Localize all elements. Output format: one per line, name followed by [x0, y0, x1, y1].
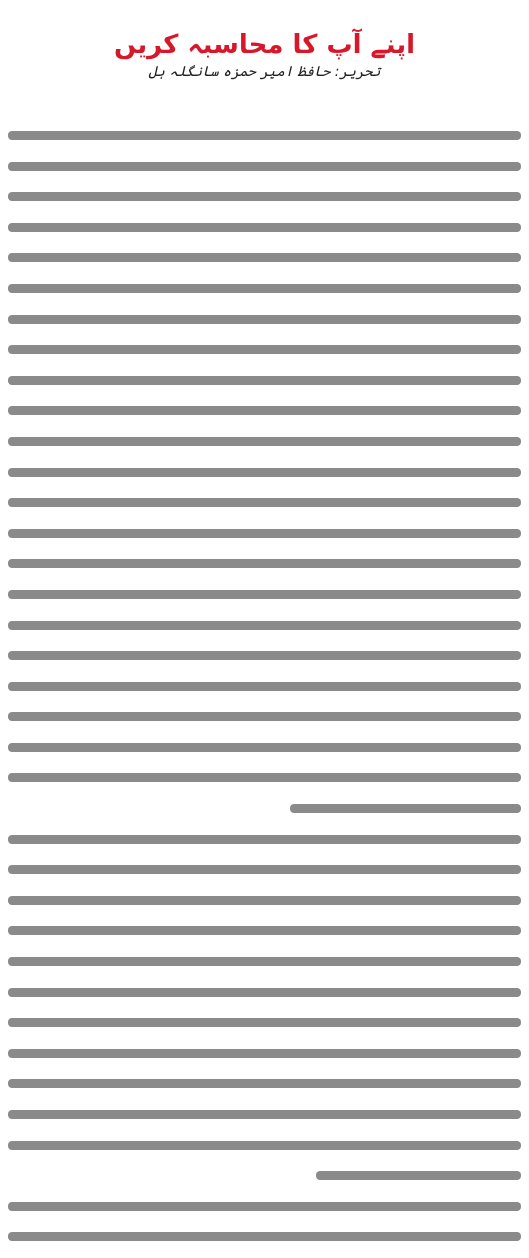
text-line-bar: [8, 284, 521, 293]
text-line-placeholder: [8, 732, 521, 763]
text-line-bar: [8, 1049, 521, 1058]
text-line-placeholder: [8, 854, 521, 885]
text-line-bar: [8, 1079, 521, 1088]
text-line-placeholder: [8, 762, 521, 793]
text-line-placeholder: [8, 426, 521, 457]
text-line-bar: [8, 223, 521, 232]
text-line-bar: [8, 743, 521, 752]
text-line-placeholder: [8, 701, 521, 732]
text-line-bar: [8, 988, 521, 997]
text-line-bar: [8, 1018, 521, 1027]
text-line-bar: [8, 162, 521, 171]
text-line-placeholder: [8, 579, 521, 610]
text-line-bar: [8, 1202, 521, 1211]
text-line-placeholder: [8, 946, 521, 977]
article-byline: تحریر: حافظ امیر حمزہ سانگلہ ہل: [148, 64, 381, 80]
text-line-bar: [8, 773, 521, 782]
article-body: [8, 120, 521, 1252]
text-line-bar: [8, 1110, 521, 1119]
text-line-placeholder: [8, 273, 521, 304]
text-line-bar: [316, 1171, 521, 1180]
paragraph-5: [8, 1191, 521, 1252]
article-title: اپنے آپ کا محاسبہ کریں: [113, 30, 416, 61]
text-line-placeholder: [8, 915, 521, 946]
text-line-bar: [8, 315, 521, 324]
text-line-bar: [290, 804, 521, 813]
text-line-placeholder: [8, 1221, 521, 1252]
text-line-placeholder: [8, 1191, 521, 1222]
text-line-bar: [8, 376, 521, 385]
paragraph-3: [8, 671, 521, 824]
text-line-placeholder: [8, 151, 521, 182]
text-line-bar: [8, 253, 521, 262]
text-line-placeholder: [8, 640, 521, 671]
text-line-placeholder: [8, 1099, 521, 1130]
paragraph-2: [8, 518, 521, 671]
text-line-placeholder: [8, 487, 521, 518]
text-line-bar: [8, 437, 521, 446]
text-line-placeholder: [8, 977, 521, 1008]
text-line-bar: [8, 468, 521, 477]
text-line-placeholder: [8, 1038, 521, 1069]
text-line-bar: [8, 345, 521, 354]
text-line-placeholder: [8, 671, 521, 702]
text-line-placeholder: [8, 1068, 521, 1099]
text-line-bar: [8, 1232, 521, 1241]
text-line-placeholder: [8, 1130, 521, 1161]
text-line-placeholder: [8, 181, 521, 212]
text-line-bar: [8, 682, 521, 691]
text-line-bar: [8, 835, 521, 844]
text-line-bar: [8, 621, 521, 630]
text-line-placeholder: [8, 365, 521, 396]
text-line-bar: [8, 498, 521, 507]
text-line-bar: [8, 559, 521, 568]
text-line-bar: [8, 651, 521, 660]
text-line-placeholder: [8, 548, 521, 579]
text-line-placeholder: [8, 304, 521, 335]
text-line-placeholder: [8, 457, 521, 488]
text-line-placeholder: [8, 518, 521, 549]
paragraph-4: [8, 824, 521, 1191]
text-line-placeholder: [8, 334, 521, 365]
text-line-bar: [8, 865, 521, 874]
paragraph-1: [8, 120, 521, 518]
text-line-bar: [8, 131, 521, 140]
text-line-bar: [8, 712, 521, 721]
text-line-bar: [8, 406, 521, 415]
text-line-placeholder: [8, 1007, 521, 1038]
text-line-placeholder: [8, 824, 521, 855]
text-line-bar: [8, 1141, 521, 1150]
text-line-placeholder: [8, 242, 521, 273]
text-line-bar: [8, 192, 521, 201]
text-line-placeholder: [8, 885, 521, 916]
text-line-bar: [8, 896, 521, 905]
text-line-placeholder: [8, 1160, 521, 1191]
text-line-bar: [8, 529, 521, 538]
text-line-placeholder: [8, 395, 521, 426]
text-line-bar: [8, 957, 521, 966]
text-line-bar: [8, 590, 521, 599]
text-line-bar: [8, 926, 521, 935]
text-line-placeholder: [8, 212, 521, 243]
text-line-placeholder: [8, 793, 521, 824]
text-line-placeholder: [8, 120, 521, 151]
text-line-placeholder: [8, 610, 521, 641]
